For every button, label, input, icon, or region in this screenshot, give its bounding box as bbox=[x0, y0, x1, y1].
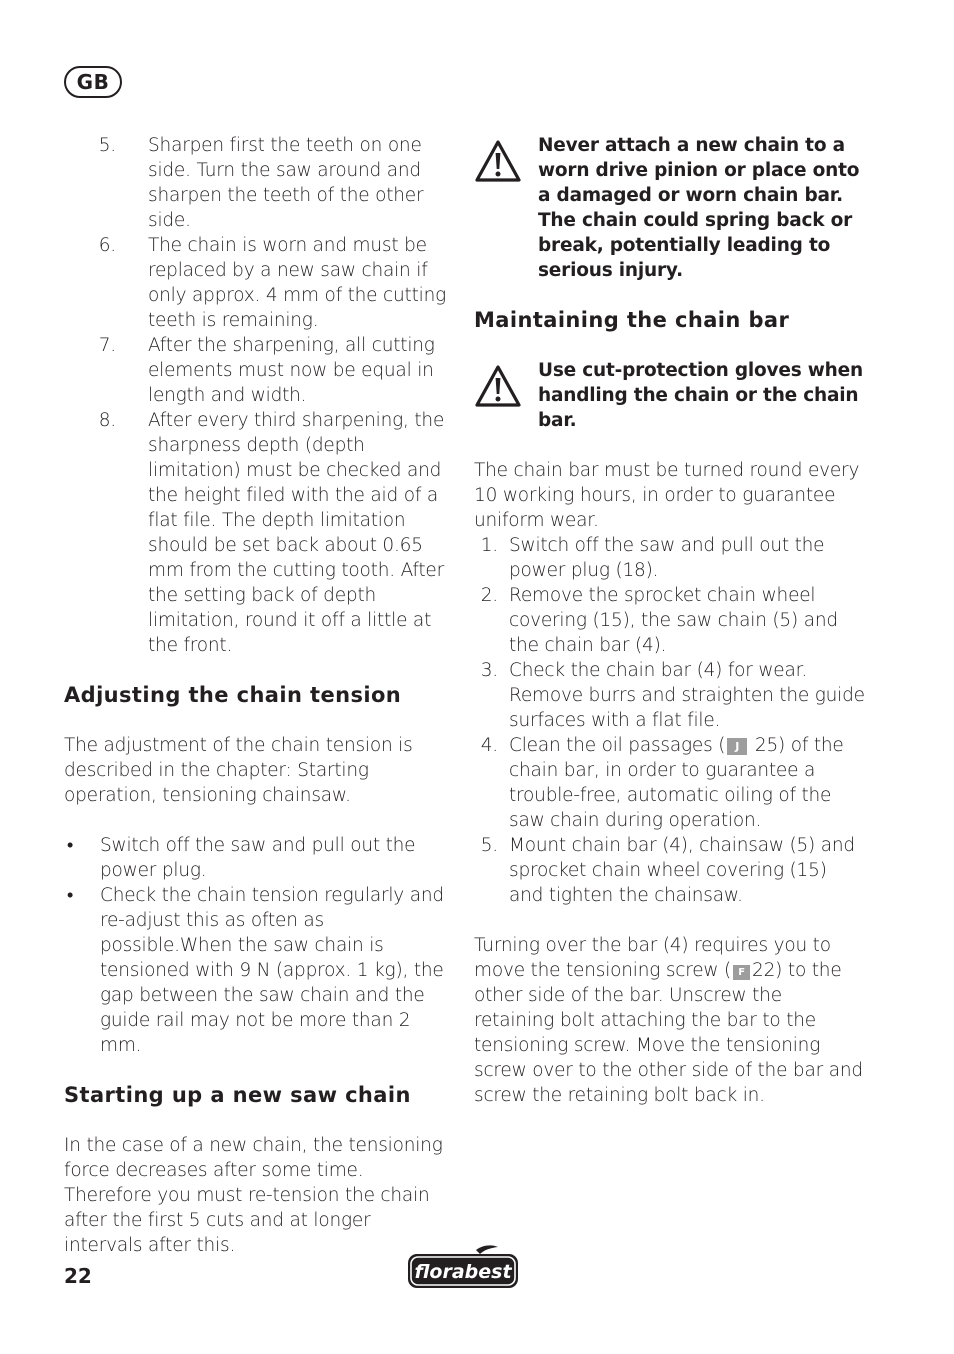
florabest-logo bbox=[406, 1244, 520, 1292]
step-number: 5. bbox=[480, 835, 498, 856]
step-text: Mount chain bar (4), chainsaw (5) and sprocket chain wheel covering (15) and tighten the chainsaw. bbox=[509, 835, 855, 906]
turning-text-end: 22) to the other side of the bar. Unscrew the retaining bolt attaching the bar to the tensioning screw. Move the tensioning screw over to the other side of the bar and screw the retaining bolt back in. bbox=[474, 960, 863, 1106]
list-item bbox=[474, 733, 866, 833]
list-item bbox=[474, 583, 866, 658]
warning-gloves bbox=[474, 358, 866, 433]
svg-text:florabest: florabest bbox=[414, 1261, 512, 1283]
list-item bbox=[64, 233, 448, 333]
step-text-end: 25) of the chain bar, in order to guarantee a trouble-free, automatic oiling of the saw chain during operation. bbox=[509, 735, 844, 831]
warning-new-chain bbox=[474, 133, 866, 283]
step-number: 4. bbox=[480, 735, 498, 756]
bullet-text: Check the chain tension regularly and re-adjust this as often as possible.When the saw chain is tensioned with 9 N (approx. 1 kg), the gap between the saw chain and the guide rail may not be more than 2 mm. bbox=[100, 885, 444, 1056]
step-text: Sharpen first the teeth on one side. Turn the saw around and sharpen the teeth of the other side. bbox=[148, 135, 424, 231]
new-saw-chain-text: In the case of a new chain, the tensioning force decreases after some time. Therefore you must re-tension the chain after the first 5 cuts and at longer intervals after this. bbox=[64, 1135, 443, 1256]
sharpening-steps-list bbox=[64, 133, 448, 658]
list-item bbox=[64, 408, 448, 658]
warning-triangle-icon bbox=[474, 139, 522, 183]
warning-triangle-icon bbox=[474, 364, 522, 408]
step-number: 8. bbox=[98, 410, 116, 431]
step-text: After every third sharpening, the sharpness depth (depth limitation) must be checked and the height filed with the aid of a flat file. The depth limitation should be set back about 0.65 mm from the cutting tooth. After the setting back of depth limitation, round it off a little at the front. bbox=[148, 410, 445, 656]
maintaining-chain-bar-heading: Maintaining the chain bar bbox=[474, 308, 790, 332]
chain-tension-bullet-list bbox=[64, 833, 448, 1058]
chain-bar-intro-text: The chain bar must be turned round every 10 working hours, in order to guarantee uniform wear. bbox=[474, 460, 860, 531]
language-badge: GB bbox=[64, 66, 122, 98]
list-item bbox=[474, 833, 866, 908]
list-item bbox=[64, 333, 448, 408]
step-text: Check the chain bar (4) for wear. Remove burrs and straighten the guide surfaces with a flat file. bbox=[509, 660, 865, 731]
new-saw-chain-heading: Starting up a new saw chain bbox=[64, 1083, 411, 1107]
list-item bbox=[64, 883, 448, 1058]
bullet-marker: • bbox=[66, 835, 74, 856]
right-column bbox=[474, 133, 866, 1108]
turning-bar-text bbox=[474, 933, 866, 1108]
step-text: The chain is worn and must be replaced by a new saw chain if only approx. 4 mm of the cutting teeth is remaining. bbox=[148, 235, 446, 331]
figure-ref-badge: J bbox=[727, 738, 747, 755]
turning-text-start: Turning over the bar (4) requires you to move the tensioning screw ( bbox=[474, 935, 831, 981]
figure-ref-badge: F bbox=[733, 965, 750, 980]
page-number: 22 bbox=[64, 1264, 92, 1288]
list-item bbox=[474, 658, 866, 733]
list-item bbox=[64, 833, 448, 883]
step-text: After the sharpening, all cutting elements must now be equal in length and width. bbox=[148, 335, 435, 406]
adjusting-intro-text: The adjustment of the chain tension is described in the chapter: Starting operation, tensioning chainsaw. bbox=[64, 735, 413, 806]
left-column bbox=[64, 133, 448, 1258]
step-number: 1. bbox=[480, 535, 498, 556]
list-item bbox=[474, 533, 866, 583]
step-number: 3. bbox=[480, 660, 498, 681]
step-number: 7. bbox=[98, 335, 116, 356]
chain-bar-steps-list bbox=[474, 533, 866, 908]
bullet-text: Switch off the saw and pull out the power plug. bbox=[100, 835, 416, 881]
warning-text: Use cut-protection gloves when handling the chain or the chain bar. bbox=[538, 360, 863, 431]
step-number: 5. bbox=[98, 135, 116, 156]
bullet-marker: • bbox=[66, 885, 74, 906]
step-text: Remove the sprocket chain wheel covering (15), the saw chain (5) and the chain bar (4). bbox=[509, 585, 838, 656]
adjusting-chain-tension-heading: Adjusting the chain tension bbox=[64, 683, 402, 707]
list-item bbox=[64, 133, 448, 233]
warning-text: Never attach a new chain to a worn drive pinion or place onto a damaged or worn chain bar. The chain could spring back or break, potentially leading to serious injury. bbox=[538, 135, 860, 281]
step-number: 2. bbox=[480, 585, 498, 606]
step-text: Switch off the saw and pull out the power plug (18). bbox=[509, 535, 825, 581]
step-text-start: Clean the oil passages ( bbox=[509, 735, 726, 756]
step-number: 6. bbox=[98, 235, 116, 256]
